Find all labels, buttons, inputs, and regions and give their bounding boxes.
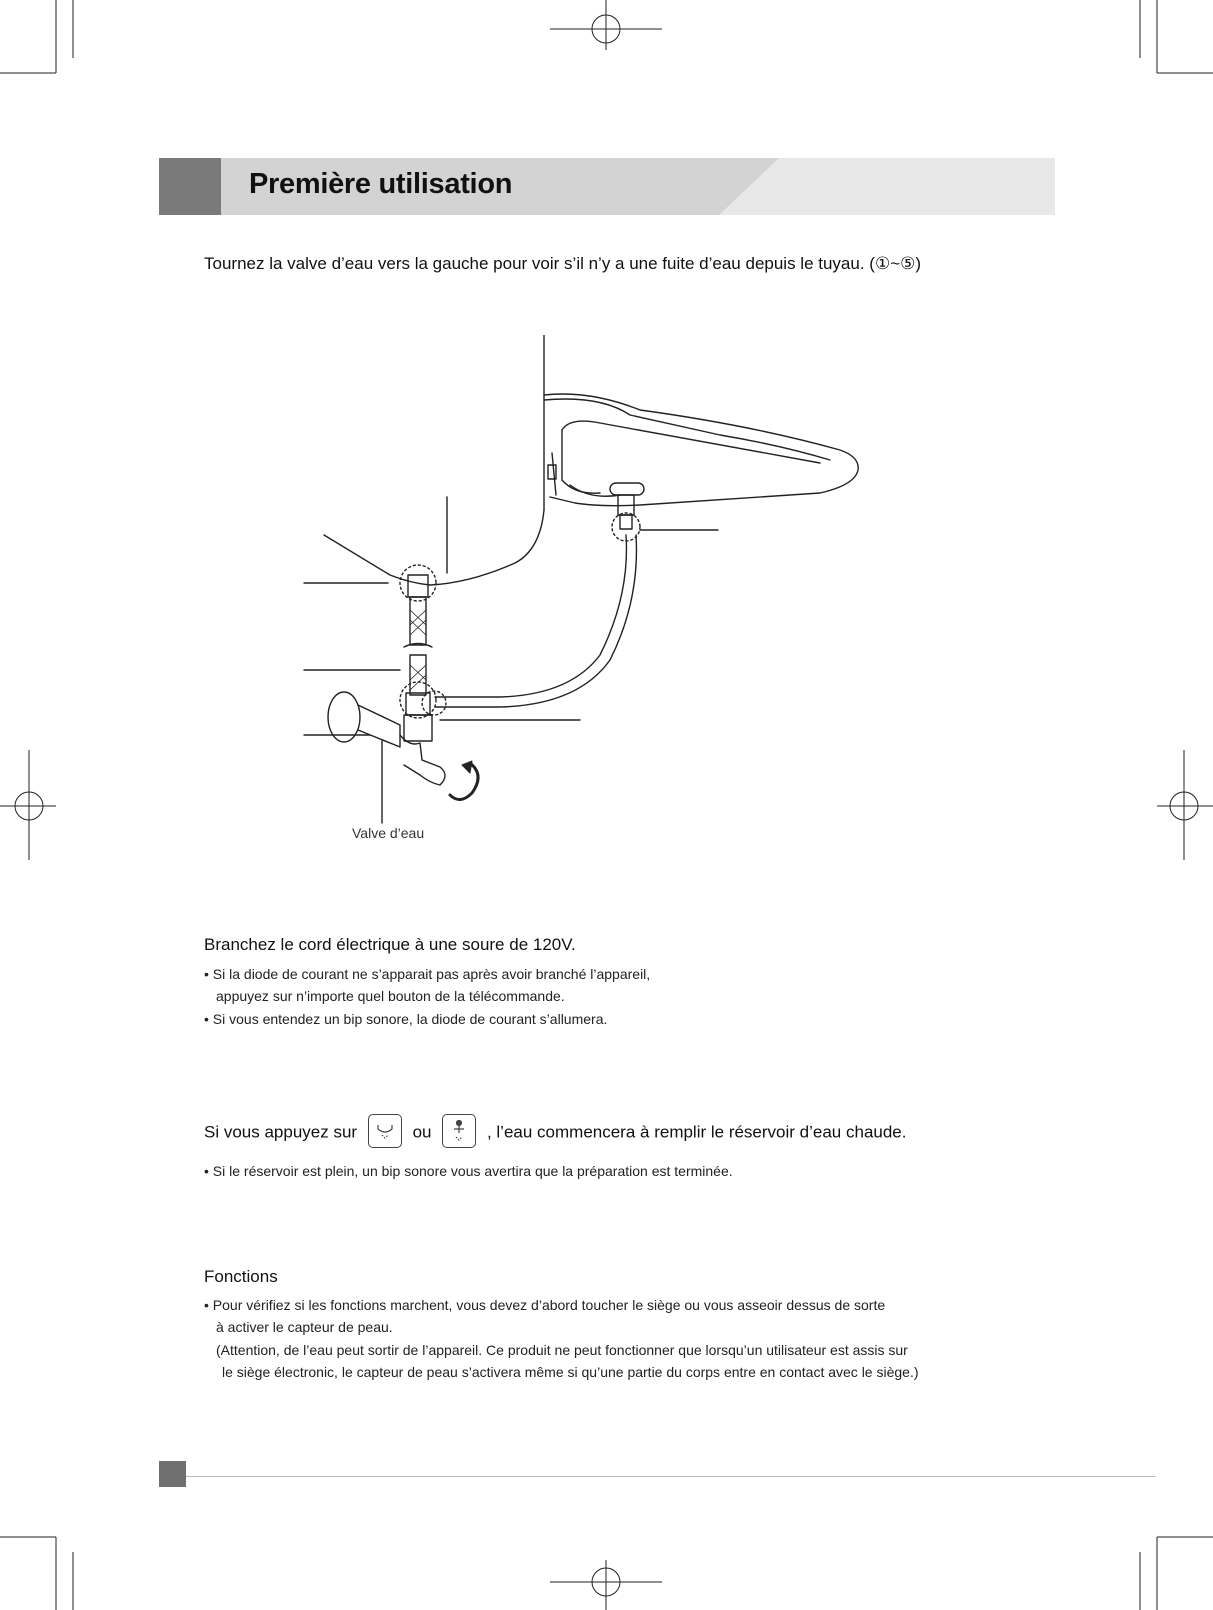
functions-line-1: • Pour vérifiez si les fonctions marchent, vous devez d’abord toucher le siège ou vous asseoir dessus de sorte bbox=[204, 1297, 886, 1313]
front-wash-button-icon bbox=[442, 1114, 476, 1148]
power-bullet-1: • Si la diode de courant ne s’apparait pas après avoir branché l’appareil, bbox=[204, 966, 651, 982]
rotate-arrow bbox=[450, 763, 478, 800]
seat-inlet bbox=[610, 483, 644, 495]
intro-instruction: Tournez la valve d’eau vers la gauche pour voir s’il n’y a une fuite d’eau depuis le tuyau. (①~⑤) bbox=[204, 254, 922, 273]
seat-hose bbox=[435, 535, 626, 697]
rear-wash-button-icon bbox=[368, 1114, 402, 1148]
fill-instruction bbox=[204, 1116, 906, 1150]
footer-rule bbox=[186, 1476, 1156, 1477]
power-heading: Branchez le cord électrique à une soure de 120V. bbox=[204, 935, 576, 954]
fill-suffix: , l’eau commencera à remplir le réservoir d’eau chaude. bbox=[486, 1122, 907, 1142]
footer-page-block bbox=[159, 1461, 186, 1487]
functions-line-2: à activer le capteur de peau. bbox=[216, 1319, 393, 1335]
header-slant bbox=[719, 158, 779, 215]
functions-line-3: (Attention, de l’eau peut sortir de l’appareil. Ce produit ne peut fonctionner que lorsqu’un utilisateur est assis sur bbox=[216, 1342, 908, 1358]
functions-heading: Fonctions bbox=[204, 1267, 278, 1286]
installation-illustration bbox=[300, 335, 900, 845]
fill-prefix: Si vous appuyez sur bbox=[204, 1122, 358, 1142]
section-header bbox=[159, 158, 1055, 215]
functions-line-4: le siège électronic, le capteur de peau s’activera même si qu’une partie du corps entre en contact avec le siège.) bbox=[222, 1364, 919, 1380]
fill-conj: ou bbox=[412, 1122, 432, 1142]
front-wash-glyph bbox=[443, 1115, 475, 1147]
valve-label: Valve d’eau bbox=[352, 825, 425, 841]
rear-wash-glyph bbox=[369, 1115, 401, 1147]
seat-body bbox=[544, 394, 858, 506]
power-bullet-1-cont: appuyez sur n’importe quel bouton de la télécommande. bbox=[216, 988, 565, 1004]
header-block bbox=[159, 158, 221, 215]
fill-bullet: • Si le réservoir est plein, un bip sonore vous avertira que la préparation est terminée. bbox=[204, 1163, 733, 1179]
page-title: Première utilisation bbox=[249, 168, 513, 200]
upper-nut bbox=[408, 575, 428, 597]
power-bullet-2: • Si vous entendez un bip sonore, la diode de courant s’allumera. bbox=[204, 1011, 608, 1027]
toilet-base bbox=[324, 510, 544, 585]
